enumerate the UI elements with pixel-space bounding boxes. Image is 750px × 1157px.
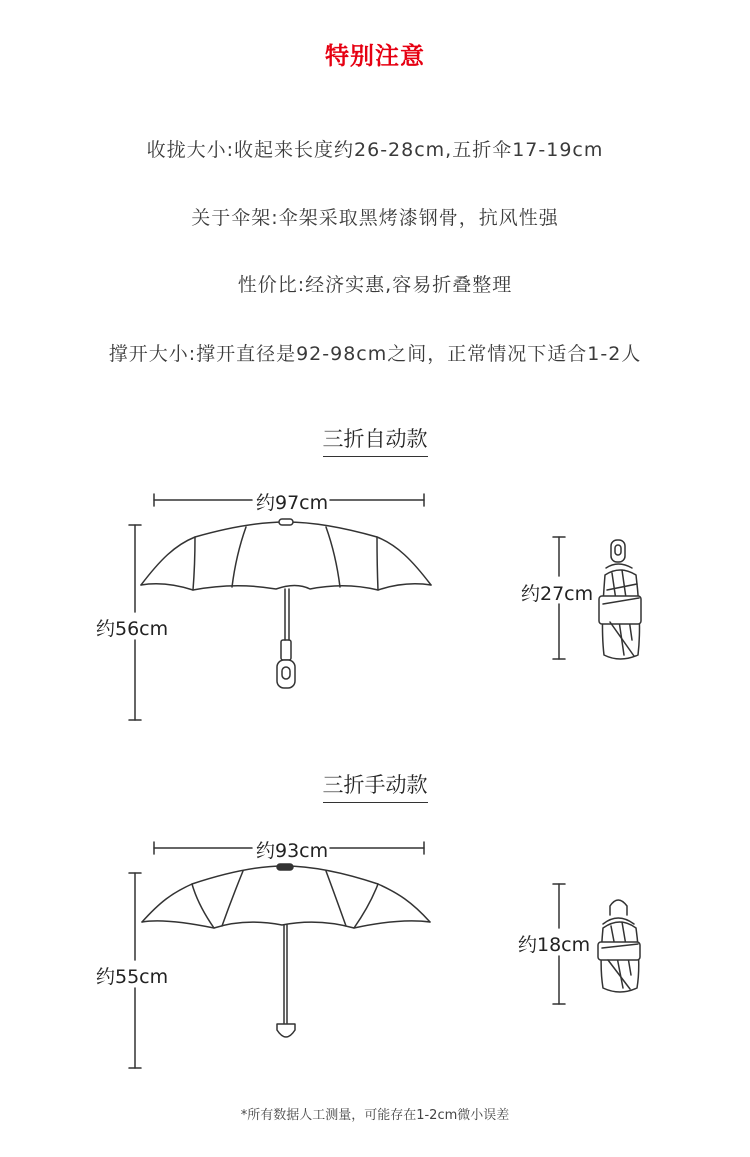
auto-folded-label: 约27cm [521,583,594,605]
auto-height-label: 约56cm [96,618,169,640]
spec-frame: 关于伞架:伞架采取黑烤漆钢骨，抗风性强 [191,207,559,229]
manual-folded-label: 约18cm [518,934,591,956]
auto-model-title: 三折自动款 [0,423,750,457]
page-title: 特别注意 [325,42,425,70]
spec-folded-size: 收拢大小:收起来长度约26-28cm,五折伞17-19cm [146,139,604,161]
auto-open-umbrella [141,519,431,688]
manual-width-label: 约93cm [256,840,329,862]
auto-folded-umbrella [599,540,641,659]
manual-model-title: 三折手动款 [0,769,750,803]
spec-value: 性价比:经济实惠,容易折叠整理 [237,274,513,296]
auto-width-label: 约97cm [256,492,329,514]
manual-open-umbrella [142,864,430,1037]
spec-open-size: 撑开大小:撑开直径是92-98cm之间，正常情况下适合1-2人 [108,343,642,365]
measurement-footnote: *所有数据人工测量，可能存在1-2cm微小误差 [240,1108,510,1123]
manual-height-label: 约55cm [96,966,169,988]
manual-folded-umbrella [598,900,640,992]
